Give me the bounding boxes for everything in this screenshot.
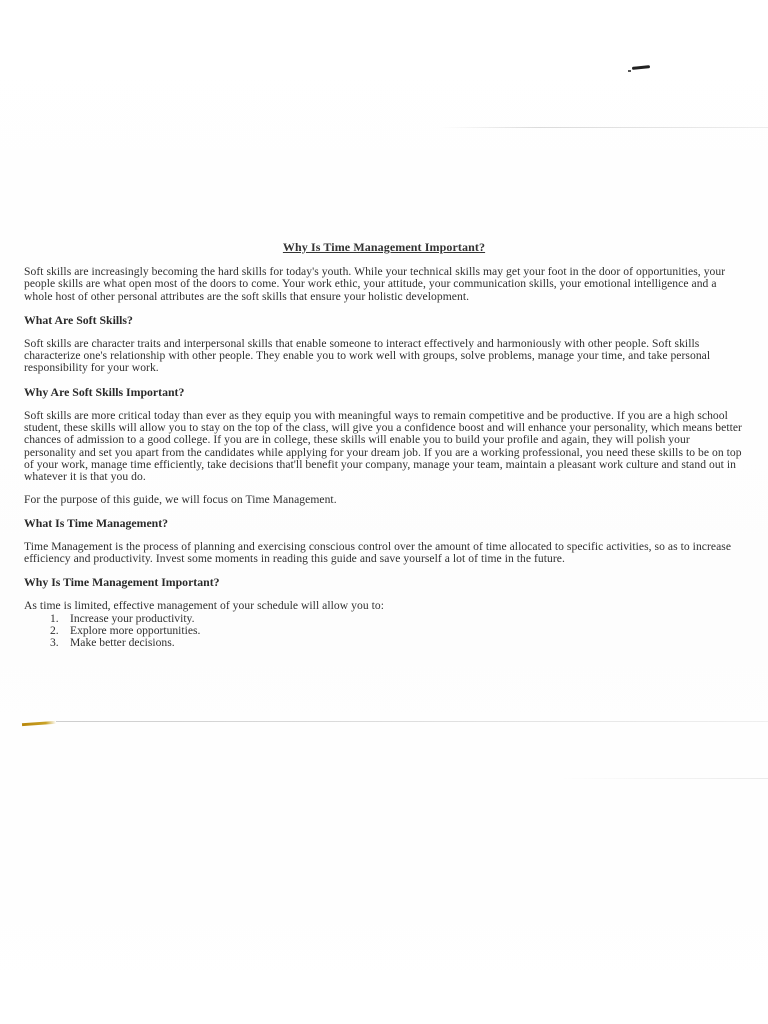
section-paragraph: For the purpose of this guide, we will focus on Time Management. [24, 492, 337, 506]
section-heading: Why Is Time Management Important? [24, 575, 220, 590]
intro-paragraph: Soft skills are increasingly becoming the hard skills for today's youth. While your technical skills may get your foot in the door of opportunities, your people skills are what open most of the doors to come. Your work ethic, your attitude, your communication skills, your emotional intelligence and a whole host of other personal attributes are the soft skills that ensure your holistic development. [24, 265, 726, 303]
section-paragraph: Time Management is the process of planning and exercising conscious control over the amount of time allocated to specific activities, so as to increase efficiency and productivity. Invest some moments in reading this guide and save yourself a lot of time in the future. [24, 539, 732, 566]
document-title: Why Is Time Management Important? [282, 240, 486, 254]
list-number: 3. [50, 636, 59, 650]
list-text: Make better decisions. [70, 636, 175, 650]
section-heading: What Are Soft Skills? [24, 312, 133, 327]
section-paragraph: Soft skills are character traits and interpersonal skills that enable someone to interact effectively and harmoniously with other people. Soft skills characterize one's relationship with other people. They enable you to work well with groups, solve problems, manage your time, and take personal responsibility for your work. [24, 336, 711, 375]
section-heading: Why Are Soft Skills Important? [24, 384, 185, 399]
list-number: 2. [50, 624, 59, 638]
section-paragraph: As time is limited, effective management of your schedule will allow you to: [24, 599, 385, 613]
list-text: Increase your productivity. [70, 611, 195, 625]
list-number: 1. [50, 611, 59, 625]
section-paragraph: Soft skills are more critical today than ever as they equip you with meaningful ways to remain competitive and be productive. If you are a high school student, these skills will allow you to stay on the top of the class, will give you a confidence boost and will enhance your personality, which means better chances of admission to a good college. If you are in college, these skills will enable you to build your profile and again, they will polish your personality and set you apart from the candidates while applying for your dream job. If you are a working professional, you need these skills to be on top of your work, manage time efficiently, take decisions that'll benefit your company, manage your team, maintain a pleasant work culture and stand out in whatever it is that you do. [24, 408, 742, 484]
numbered-list [24, 613, 744, 650]
document-body [24, 240, 744, 650]
accent-rule [22, 721, 56, 726]
list-text: Explore more opportunities. [70, 624, 201, 638]
footer-rule [0, 719, 768, 727]
list-item [24, 637, 744, 649]
section-heading: What Is Time Management? [24, 515, 169, 530]
scan-mark [628, 70, 631, 72]
divider [56, 721, 768, 722]
scan-mark [632, 65, 650, 70]
divider [440, 127, 768, 128]
divider [560, 778, 768, 779]
